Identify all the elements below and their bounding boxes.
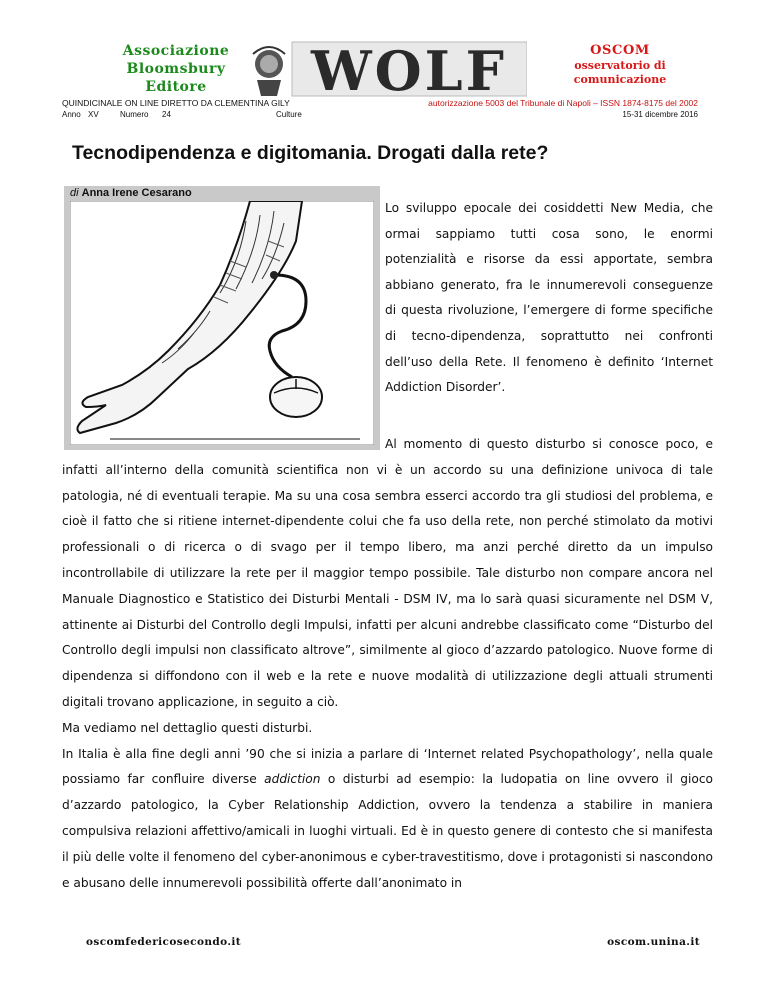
oscom-subtitle-line: osservatorio di — [574, 59, 666, 72]
issue-info — [62, 98, 302, 120]
logo-wordmark: WOLF — [311, 40, 507, 98]
authorization-info — [428, 98, 698, 120]
paragraph — [62, 742, 713, 897]
issue-date: 15-31 dicembre 2016 — [622, 110, 698, 119]
arm-mouse-drawing — [70, 201, 374, 445]
wolf-emblem-icon — [253, 47, 285, 96]
oscom-name: OSCOM — [590, 43, 650, 58]
numero-value: 24 — [162, 110, 171, 119]
oscom-subtitle-line: comunicazione — [573, 73, 667, 86]
article-illustration — [64, 186, 380, 450]
issue-row — [62, 109, 302, 120]
authorization-line: autorizzazione 5003 del Tribunale di Napoli – ISSN 1874-8175 del 2002 — [428, 98, 698, 108]
paragraph-text: In Italia è alla fine degli anni ’90 che si inizia a parlare di ‘Internet related Psychopathology’, nella quale possiamo far confluire diverse — [62, 746, 713, 787]
article-body — [62, 432, 713, 896]
article-title: Tecnodipendenza e digitomania. Drogati dalla rete? — [72, 142, 549, 164]
publisher-line: Editore — [145, 79, 207, 95]
publisher-line: Bloomsbury — [126, 61, 226, 77]
footer-site-left: oscomfedericosecondo.it — [86, 936, 242, 948]
paragraph: Ma vediamo nel dettaglio questi disturbi. — [62, 720, 313, 735]
section-name: Culture — [276, 110, 302, 119]
anno-value: XV — [88, 110, 99, 119]
editor-line: QUINDICINALE ON LINE DIRETTO DA CLEMENTINA GILY — [62, 98, 290, 108]
anno-label: Anno — [62, 110, 81, 119]
oscom-title — [560, 42, 680, 87]
numero-label: Numero — [120, 110, 149, 119]
author-name: Anna Irene Cesarano — [81, 187, 192, 199]
paragraph: Al momento di questo disturbo si conosce poco, e infatti all’interno della comunità scientifica non vi è un accordo su una definizione univoca di tale patologia, né di eventuali terapie. Ma su una cosa sembra esserci accordo tra gli studiosi del problema, e cioè il fatto che si ritiene internet-dipendente colui che fa uso della rete, non perché stimolato da motivi professionali o di ricerca o di svago per il tempo libero, ma anzi perché diretto da un impulso incontrollabile di utilizzare la rete per il maggior tempo possibile. Tale disturbo non compare ancora nel Manuale Diagnostico e Statistico dei Disturbi Mentali - DSM IV, ma lo sarà quasi sicuramente nel DSM V, attinente ai Disturbi del Controllo degli Impulsi, infatti per alcuni andrebbe classificato come “Disturbo del Controllo degli impulsi non classificato altrove”, similmente al gioco d’azzardo patologico. Nuove forme di dipendenza si diffondono con il web e la rete e nuove modalità di utilizzazione degli attuali strumenti digitali trovano applicazione, in seguito a ciò. — [62, 437, 713, 709]
publisher-line: Associazione — [122, 43, 230, 59]
footer-site-right: oscom.unina.it — [607, 936, 700, 948]
emphasis-text: addiction — [264, 772, 321, 787]
paragraph-text: o disturbi ad esempio: la ludopatia on line ovvero il gioco d’azzardo patologico, la Cyber Relationship Addiction, ovvero la tendenza a stabilire in maniera compulsiva relazioni affettivo/amicali in luoghi virtuali. Ed è in questo genere di contesto che si manifesta il più delle volte il fenomeno del cyber-anonimous e cyber-travestitismo, dove i protagonisti si nascondono e abusano delle innumerevoli possibilità offerte dall’anonimato in — [62, 772, 713, 890]
publisher-name — [96, 42, 256, 96]
intro-paragraph: Lo sviluppo epocale dei cosiddetti New Media, che ormai sappiamo tutti cosa sono, le enormi potenzialità e risorse da essi apportate, sembra abbiano generato, fra le innumerevoli conseguenze di questa rivoluzione, l’emergere di forme specifiche di tecno-dipendenza, soprattutto nei confronti dell’uso della Rete. Il fenomeno è definito ‘Internet Addiction Disorder’. — [385, 201, 713, 395]
wolf-logo — [247, 40, 527, 98]
computer-mouse-icon — [270, 377, 322, 417]
byline — [70, 187, 192, 199]
byline-prefix: di — [70, 187, 79, 199]
